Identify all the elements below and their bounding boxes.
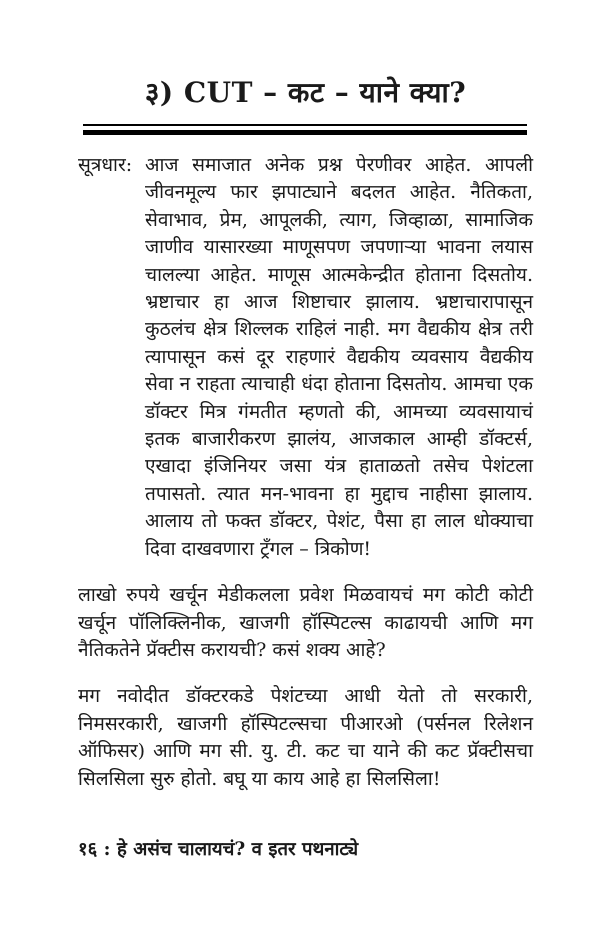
dialogue-block bbox=[78, 152, 533, 563]
page-footer-running-title: १६ : हे असंच चालायचं? व इतर पथनाट्ये bbox=[78, 839, 359, 860]
title-divider-thin-rule bbox=[83, 124, 527, 126]
dialogue-text: आज समाजात अनेक प्रश्न पेरणीवर आहेत. आपली जीवनमूल्य फार झपाट्याने बदलत आहेत. नैतिकता, सेवाभाव, प्रेम, आपूलकी, त्याग, जिव्हाळा, सामाजिक जाणीव यासारख्या माणूसपण जपणाऱ्या भावना लयास चालल्या आहेत. माणूस आत्मकेन्द्रीत होताना दिसतोय. भ्रष्टाचार हा आज शिष्टाचार झालाय. भ्रष्टाचारापासून कुठलंच क्षेत्र शिल्लक राहिलं नाही. मग वैद्यकीय क्षेत्र तरी त्यापासून कसं दूर राहणारं वैद्यकीय व्यवसाय वैद्यकीय सेवा न राहता त्याचाही धंदा होताना दिसतोय. आमचा एक डॉक्टर मित्र गंमतीत म्हणतो की, आमच्या व्यवसायाचं इतक बाजारीकरण झालंय, आजकाल आम्ही डॉक्टर्स, एखादा इंजिनियर जसा यंत्र हाताळतो तसेच पेशंटला तपासतो. त्यात मन-भावना हा मुद्दाच नाहीसा झालाय. आलाय तो फक्त डॉक्टर, पेशंट, पैसा हा लाल धोक्याचा दिवा दाखवणारा ट्रँगल – त्रिकोण! bbox=[145, 154, 533, 560]
paragraph-2: मग नवोदीत डॉक्टरकडे पेशंटच्या आधी येतो तो सरकारी, निमसरकारी, खाजगी हॉस्पिटल्सचा पीआरओ (पर्सनल रिलेशन ऑफिसर) आणि मग सी. यु. टी. कट चा याने की कट प्रॅक्टीसचा सिलसिला सुरु होतो. बघू या काय आहे हा सिलसिला! bbox=[78, 685, 533, 790]
speaker-label: सूत्रधार: bbox=[78, 154, 133, 176]
title-divider bbox=[83, 124, 527, 135]
chapter-title: ३) CUT – कट – याने क्या? bbox=[144, 76, 467, 109]
title-divider-thick-rule bbox=[83, 130, 527, 135]
paragraph-1: लाखो रुपये खर्चून मेडीकलला प्रवेश मिळवायचं मग कोटी कोटी खर्चून पॉलिक्लिनीक, खाजगी हॉस्पिटल्स काढायची आणि मग नैतिकतेने प्रॅक्टीस करायची? कसं शक्य आहे? bbox=[78, 584, 533, 661]
page-content bbox=[78, 0, 533, 793]
